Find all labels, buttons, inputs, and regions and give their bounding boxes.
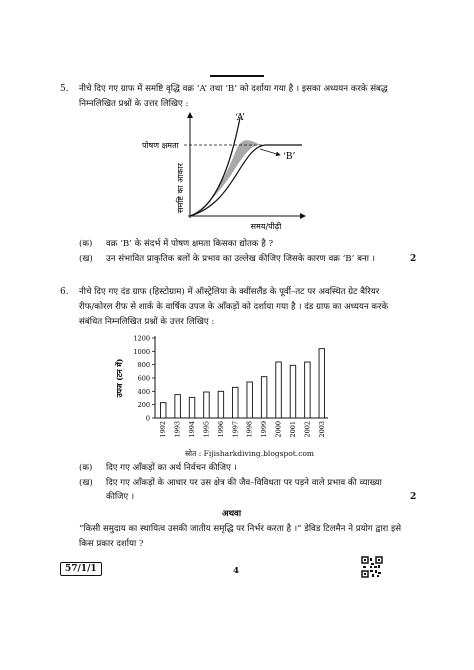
bar — [160, 403, 166, 418]
bar — [175, 395, 181, 418]
y-tick-label: 800 — [137, 361, 150, 370]
q6-intro-line3: संबंधित निम्नलिखित प्रश्नों के उत्तर लिखिए : — [79, 317, 215, 327]
shark-yield-bar-chart — [100, 330, 350, 450]
x-tick-label: 1996 — [216, 421, 225, 438]
capacity-label: पोषण क्षमता — [142, 141, 179, 150]
x-tick-label: 2002 — [303, 421, 312, 438]
q6-alt-line2: किस प्रकार दर्शाया ? — [79, 539, 144, 549]
bar — [218, 391, 224, 418]
bar — [204, 392, 210, 418]
q6-alt-line1: “किसी समुदाय का स्थायित्व उसकी जातीय समृद्धि पर निर्भर करता है ।” डेविड टिलमैन ने प्रयोग द्वारा इसे — [79, 524, 402, 534]
page-number: 4 — [233, 566, 239, 576]
x-tick-label: 1992 — [159, 421, 168, 438]
q6-intro-line2: रीफ/कोरल रीफ से शार्क के वार्षिक उपज के आँकड़ों को दर्शाया गया है । दंड ग्राफ का अध्ययन करके — [79, 302, 389, 312]
q5-marks: 2 — [410, 254, 417, 264]
q6-part-b-label: (ख) — [79, 478, 93, 488]
bar — [305, 362, 311, 418]
y-tick-label: 0 — [145, 414, 150, 423]
q5-intro-line1: नीचे दिए गए ग्राफ में समष्टि वृद्धि वक्र ‘A’ तथा ‘B’ को दर्शाया गया है । इसका अध्ययन करके संबद्ध — [79, 84, 388, 94]
label-a: ‘A’ — [235, 113, 245, 123]
x-tick-label: 1997 — [231, 421, 240, 438]
y-axis-label: समष्टि का आकार — [176, 163, 185, 213]
bar — [290, 365, 296, 418]
q5-growth-curve-graph — [140, 108, 320, 233]
q6-part-b-line2: कीजिए । — [106, 492, 135, 502]
x-tick-label: 2003 — [317, 421, 326, 438]
x-tick-label: 2000 — [274, 421, 283, 438]
q6-intro-line1: नीचे दिए गए दंड ग्राफ (हिस्टोग्राम) में ऑस्ट्रेलिया के क्वींसलैंड के पूर्वी–तट पर अवस्थित ग्रेट बैरियर — [79, 287, 380, 297]
q6-part-a: दिए गए आँकड़ों का अर्थ निर्वचन कीजिए । — [106, 463, 237, 473]
q5-number: 5. — [60, 84, 69, 94]
bar — [247, 382, 253, 418]
q5-intro-line2: निम्नलिखित प्रश्नों के उत्तर लिखिए : — [79, 99, 189, 109]
bar — [261, 377, 267, 418]
x-axis-label: समय/पीढ़ी — [250, 222, 282, 231]
bar — [233, 387, 239, 418]
bar — [189, 397, 195, 418]
y-tick-label: 400 — [137, 387, 150, 396]
y-tick-label: 1200 — [133, 334, 150, 343]
x-tick-label: 2001 — [288, 421, 297, 438]
bar — [276, 362, 282, 418]
q5-part-b-label: (ख) — [79, 254, 93, 264]
bar-chart-y-label: उपज (टन में) — [115, 358, 124, 398]
q6-part-b-line1: दिए गए आँकड़ों के आधार पर उस क्षेत्र की जैव–विविधता पर पड़ने वाले प्रभाव की व्याख्या — [106, 478, 382, 488]
label-b: ‘B’ — [283, 152, 296, 162]
x-tick-label: 1994 — [188, 421, 197, 438]
paper-code-box: 57/1/1 — [60, 562, 102, 576]
y-tick-label: 600 — [137, 374, 150, 383]
x-tick-label: 1993 — [173, 421, 182, 438]
q6-number: 6. — [60, 287, 69, 297]
or-heading: अथवा — [222, 509, 242, 519]
q6-part-a-label: (क) — [79, 463, 93, 473]
q5-part-a-label: (क) — [79, 239, 93, 249]
qr-code-icon — [361, 556, 383, 578]
q6-marks: 2 — [410, 492, 417, 502]
x-tick-label: 1999 — [260, 421, 269, 438]
bar — [319, 349, 325, 418]
y-tick-label: 200 — [137, 401, 150, 410]
q5-part-b: उन संभावित प्राकृतिक बलों के प्रभाव का उल्लेख कीजिए जिसके कारण वक्र ‘B’ बना । — [106, 254, 375, 264]
chart-source: स्रोत : Fijisharkdiving.blogspot.com — [185, 449, 315, 458]
q5-part-a: वक्र ‘B’ के संदर्भ में पोषण क्षमता किसका द्योतक है ? — [106, 239, 274, 249]
x-tick-label: 1995 — [202, 421, 211, 438]
b-pointer-arrow — [260, 149, 280, 155]
top-rule — [210, 75, 264, 77]
y-tick-label: 1000 — [133, 347, 150, 356]
x-tick-label: 1998 — [245, 421, 254, 438]
